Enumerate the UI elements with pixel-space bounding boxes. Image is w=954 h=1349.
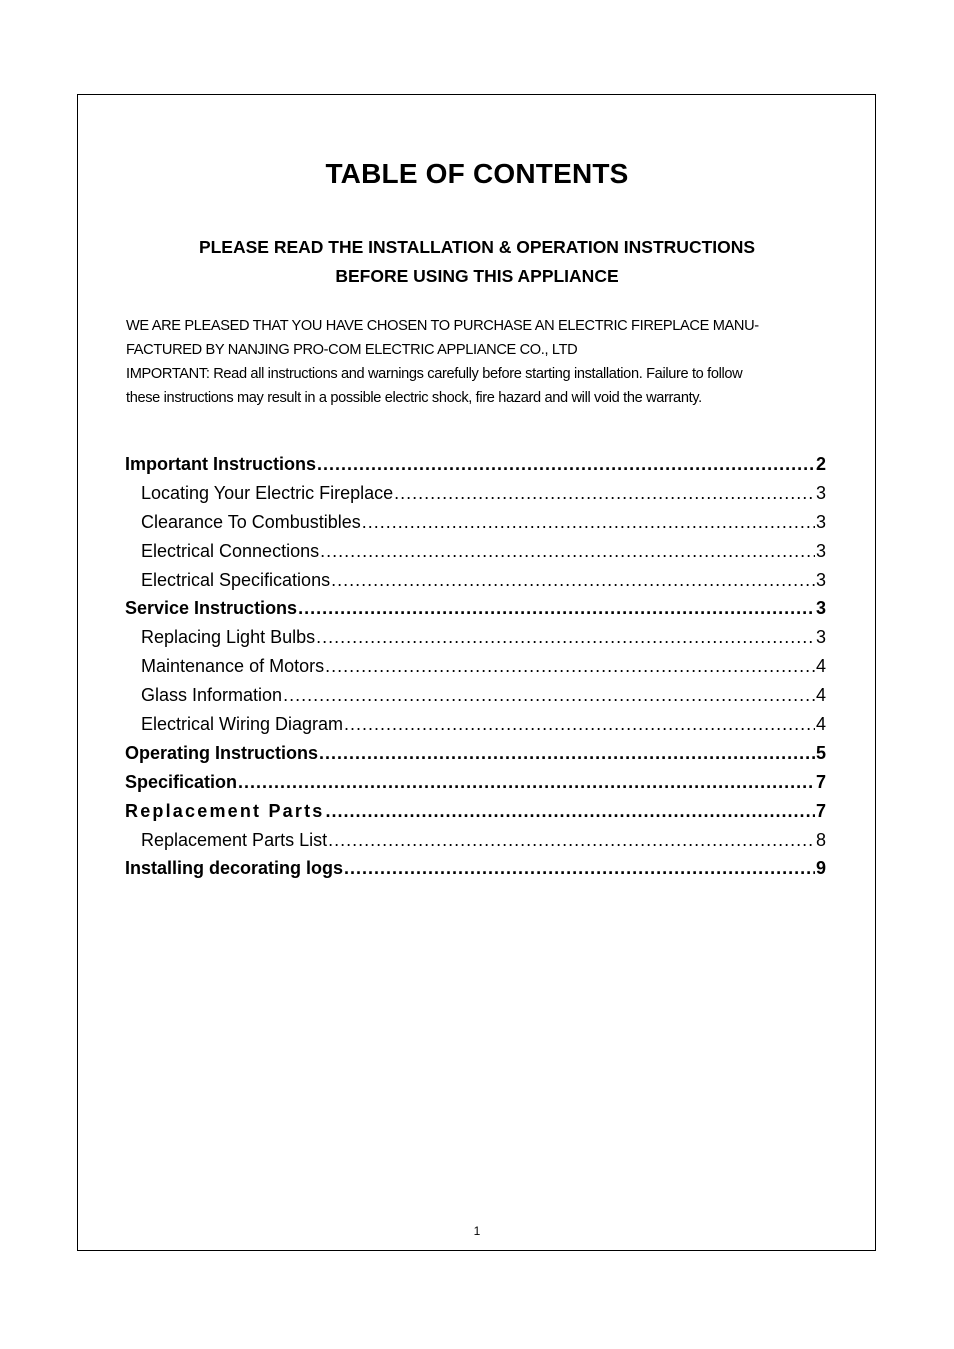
toc-entry-page: 5 [815, 742, 826, 763]
toc-entry-page: 8 [815, 829, 826, 850]
toc-leader-dots [328, 826, 815, 855]
toc-entry-label: Replacement Parts List [141, 829, 328, 850]
toc-entry-replacing-bulbs[interactable] [125, 623, 826, 652]
toc-entry-page: 7 [815, 771, 826, 792]
toc-entry-label: Glass Information [141, 685, 283, 706]
intro-line: FACTURED BY NANJING PRO-COM ELECTRIC APPLIANCE CO., LTD [126, 342, 578, 358]
toc-entry-label: Electrical Wiring Diagram [141, 714, 344, 735]
toc-entry-label: Locating Your Electric Fireplace [141, 482, 394, 503]
toc-leader-dots [362, 508, 815, 537]
toc-entry-locating-fireplace[interactable] [125, 479, 826, 508]
toc-leader-dots [331, 566, 815, 595]
toc-leader-dots [316, 623, 815, 652]
toc-entry-page: 3 [815, 569, 826, 590]
toc-entry-page: 4 [815, 685, 826, 706]
toc-entry-page: 3 [815, 627, 826, 648]
toc-leader-dots [320, 537, 815, 566]
toc-entry-label: Important Instructions [125, 454, 317, 474]
toc-entry-label: Electrical Specifications [141, 569, 331, 590]
toc-entry-label: Installing decorating logs [125, 858, 344, 879]
toc-entry-service-instructions[interactable] [125, 594, 826, 623]
page-title: TABLE OF CONTENTS [325, 158, 629, 189]
toc-entry-specification[interactable] [125, 768, 826, 797]
toc-list [125, 450, 826, 883]
toc-leader-dots [298, 594, 815, 623]
toc-leader-dots [325, 652, 815, 681]
toc-leader-dots [283, 681, 815, 710]
toc-entry-electrical-specifications[interactable] [125, 566, 826, 595]
toc-entry-page: 4 [815, 656, 826, 677]
subtitle [0, 233, 954, 291]
toc-entry-page: 3 [815, 598, 826, 619]
toc-entry-label: Operating Instructions [125, 742, 319, 763]
page-number: 1 [473, 1224, 481, 1238]
subtitle-line: PLEASE READ THE INSTALLATION & OPERATION INSTRUCTIONS [198, 237, 756, 257]
toc-entry-label: Maintenance of Motors [141, 656, 325, 677]
toc-entry-page: 3 [815, 482, 826, 503]
toc-entry-operating-instructions[interactable] [125, 739, 826, 768]
toc-entry-replacement-parts[interactable] [125, 797, 826, 826]
intro-line: IMPORTANT: Read all instructions and warnings carefully before starting installation. Failure to follow [126, 366, 743, 382]
toc-entry-installing-logs[interactable] [125, 854, 826, 883]
toc-entry-label: Replacement Parts [125, 800, 325, 821]
toc-leader-dots [344, 710, 815, 739]
toc-leader-dots [344, 854, 815, 883]
toc-leader-dots [394, 479, 815, 508]
intro-paragraph [126, 314, 831, 410]
intro-line: WE ARE PLEASED THAT YOU HAVE CHOSEN TO PURCHASE AN ELECTRIC FIREPLACE MANU- [126, 318, 759, 334]
toc-entry-label: Electrical Connections [141, 540, 320, 561]
toc-entry-page: 7 [815, 800, 826, 821]
toc-entry-label: Specification [125, 771, 238, 792]
toc-leader-dots [319, 739, 815, 768]
toc-leader-dots [325, 797, 815, 826]
toc-entry-label: Service Instructions [125, 598, 298, 619]
toc-entry-page: 3 [815, 511, 826, 532]
toc-entry-page: 4 [815, 714, 826, 735]
toc-entry-glass-information[interactable] [125, 681, 826, 710]
toc-entry-important-instructions[interactable] [125, 450, 826, 479]
toc-entry-page: 9 [815, 858, 826, 879]
toc-entry-wiring-diagram[interactable] [125, 710, 826, 739]
toc-entry-label: Clearance To Combustibles [141, 511, 361, 532]
toc-entry-clearance[interactable] [125, 508, 826, 537]
toc-entry-page: 3 [815, 540, 826, 561]
toc-entry-maintenance-motors[interactable] [125, 652, 826, 681]
intro-line: these instructions may result in a possible electric shock, fire hazard and will void the warranty. [126, 390, 702, 406]
toc-leader-dots [238, 768, 815, 797]
subtitle-line: BEFORE USING THIS APPLIANCE [335, 266, 619, 286]
toc-leader-dots [317, 450, 815, 479]
toc-entry-electrical-connections[interactable] [125, 537, 826, 566]
toc-entry-label: Replacing Light Bulbs [141, 627, 316, 648]
toc-entry-replacement-parts-list[interactable] [125, 826, 826, 855]
toc-entry-page: 2 [815, 454, 826, 474]
